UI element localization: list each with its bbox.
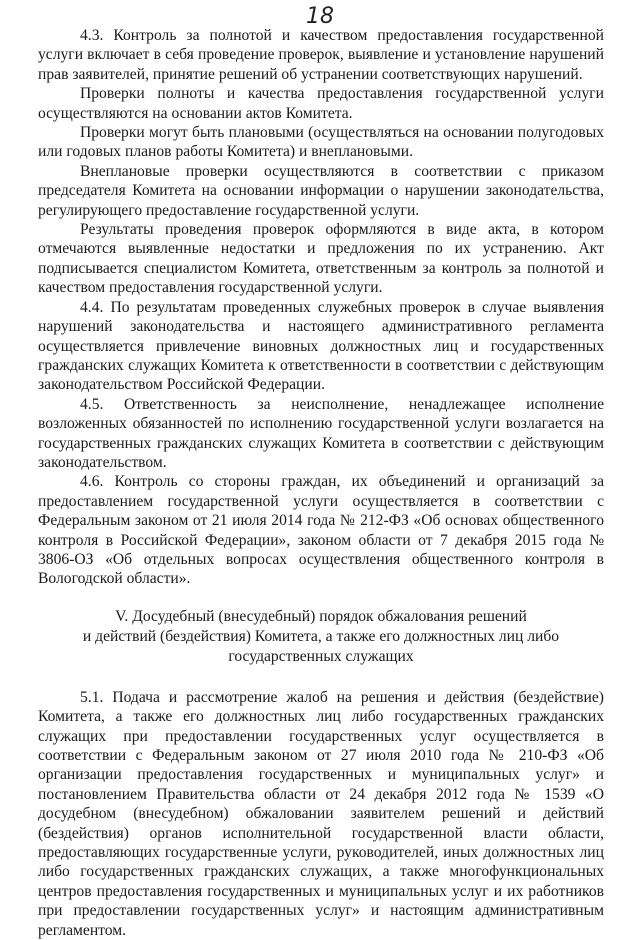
section-v-heading [38,607,604,667]
paragraph-4-3: 4.3. Контроль за полнотой и качеством предоставления государственной услуги включает в себя проведение проверок, выявление и установление нарушений прав заявителей, принятие решений об устранении соответствующих нарушений. [38,27,604,83]
paragraph-4-6: 4.6. Контроль со стороны граждан, их объединений и организаций за предоставлением государственной услуги осуществляется в соответствии с Федеральным законом от 21 июля 2014 года № 212-ФЗ «Об основах общественного контроля в Российской Федерации», законом области от 7 декабря 2015 года № 3806-ОЗ «Об отдельных вопросах осуществления общественного контроля в Вологодской области». [38,473,604,588]
paragraph-4-5: 4.5. Ответственность за неисполнение, ненадлежащее исполнение возложенных обязанностей по исполнению государственной услуги возлагается на государственных гражданских служащих Комитета в соответствии с действующим законодательством. [38,395,604,471]
paragraph-unscheduled-checks: Внеплановые проверки осуществляются в соответствии с приказом председателя Комитета на основании информации о нарушении законодательства, регулирующего предоставление государственной услуги. [38,162,604,219]
document-body [38,26,604,940]
paragraph-4-4: 4.4. По результатам проведенных служебных проверок в случае выявления нарушений законодательства и настоящего административного регламента осуществляется привлечение виновных должностных лиц и государственных гражданских служащих Комитета к ответственности в соответствии с действующим законодательством Российской Федерации. [38,298,604,394]
section-heading-line-1: V. Досудебный (внесудебный) порядок обжалования решений [115,607,527,625]
paragraph-5-1: 5.1. Подача и рассмотрение жалоб на решения и действия (бездействие) Комитета, а также его должностных лиц либо государственных гражданских служащих при предоставлении государственных услуг осуществляется в соответствии с Федеральным законом от 27 июля 2010 года № 210-ФЗ «Об организации предоставления государственных и муниципальных услуг» и постановлением Правительства области от 24 декабря 2012 года № 1539 «О досудебном (внесудебном) обжаловании заявителем решений и действий (бездействия) органов исполнительной государственной власти области, предоставляющих государственные услуги, руководителей, иных должностных лиц либо государственных гражданских служащих, а также многофункциональных центров предоставления государственных и муниципальных услуг и их работников при предоставлении государственных услуг» и настоящим административным регламентом. [38,688,604,939]
paragraph-checks-basis: Проверки полноты и качества предоставления государственной услуги осуществляются на основании актов Комитета. [38,85,604,122]
paragraph-checks-types: Проверки могут быть плановыми (осуществляться на основании полугодовых или годовых планов работы Комитета) и внеплановыми. [38,124,604,161]
paragraph-check-results: Результаты проведения проверок оформляются в виде акта, в котором отмечаются выявленные недостатки и предложения по их устранению. Акт подписывается специалистом Комитета, ответственным за контроль за полнотой и качеством предоставления государственной услуги. [38,221,604,297]
section-heading-line-2: и действий (бездействия) Комитета, а также его должностных лиц либо [82,627,560,645]
section-heading-line-3: государственных служащих [228,647,414,665]
page-number: 18 [306,4,334,29]
